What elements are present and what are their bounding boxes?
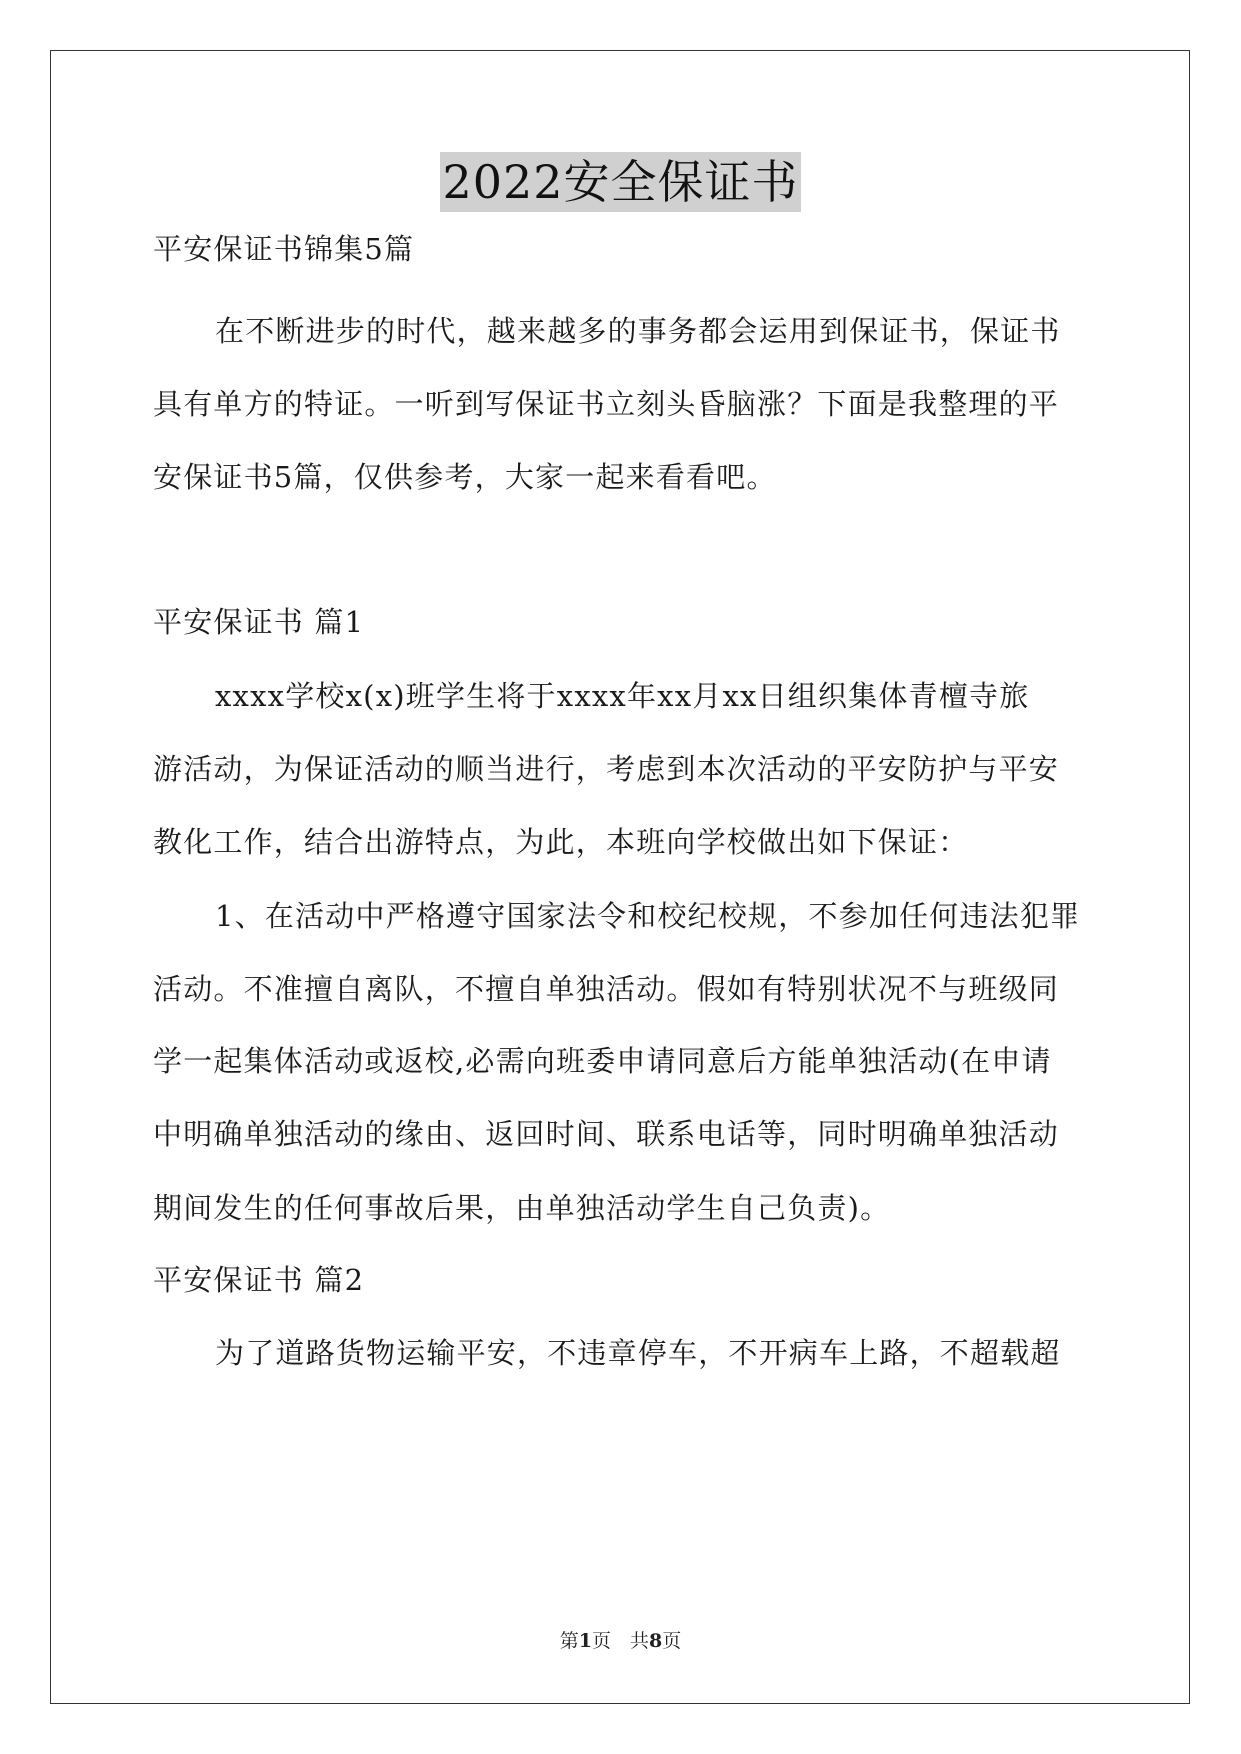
body-line: xxxx学校x(x)班学生将于xxxx年xx月xx日组织集体青檀寺旅 [215, 679, 1030, 713]
total-pages-number: 8 [649, 1630, 663, 1652]
body-line: 游活动，为保证活动的顺当进行，考虑到本次活动的平安防护与平安 [153, 752, 1060, 786]
body-line: 学一起集体活动或返校,必需向班委申请同意后方能单独活动(在申请 [153, 1044, 1052, 1078]
body-line: 在不断进步的时代，越来越多的事务都会运用到保证书，保证书 [215, 314, 1061, 348]
section-heading: 平安保证书 篇1 [153, 605, 365, 639]
body-line: 教化工作，结合出游特点，为此，本班向学校做出如下保证： [153, 825, 969, 859]
body-line: 安保证书5篇，仅供参考，大家一起来看看吧。 [153, 460, 777, 494]
footer-prefix: 第 [559, 1630, 579, 1652]
footer-suffix: 页 [662, 1630, 682, 1652]
section-heading: 平安保证书 篇2 [153, 1263, 365, 1297]
body-line: 中明确单独活动的缘由、返回时间、联系电话等，同时明确单独活动 [153, 1117, 1060, 1151]
body-line: 活动。不准擅自离队，不擅自单独活动。假如有特别状况不与班级同 [153, 972, 1060, 1006]
body-line: 1、在活动中严格遵守国家法令和校纪校规，不参加任何违法犯罪 [215, 899, 1081, 933]
body-line: 具有单方的特证。一听到写保证书立刻头昏脑涨？下面是我整理的平 [153, 387, 1060, 421]
footer-mid: 页 共 [591, 1630, 649, 1652]
document-title: 2022安全保证书 [440, 152, 800, 212]
current-page-number: 1 [578, 1630, 592, 1652]
body-line: 平安保证书锦集5篇 [153, 232, 415, 266]
page-footer [0, 1626, 1241, 1653]
title-container [0, 152, 1241, 212]
page-border [50, 50, 1190, 1704]
body-line: 为了道路货物运输平安，不违章停车，不开病车上路，不超载超 [215, 1336, 1061, 1370]
body-line: 期间发生的任何事故后果，由单独活动学生自己负责)。 [153, 1191, 891, 1225]
